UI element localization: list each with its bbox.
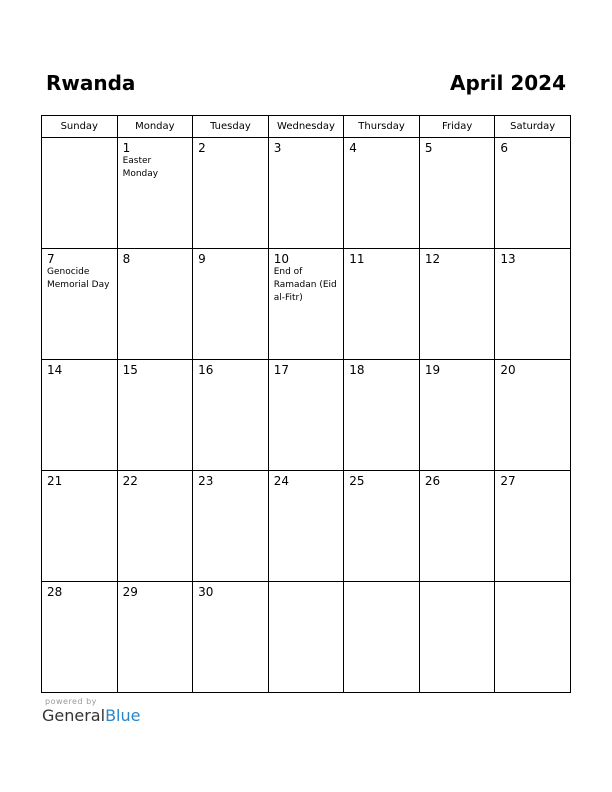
day-cell	[268, 249, 344, 360]
day-cell-content	[193, 138, 268, 248]
day-number: 4	[349, 141, 357, 155]
day-cell-content	[193, 360, 268, 470]
week-row	[42, 471, 571, 582]
day-cell	[193, 582, 269, 693]
day-number: 11	[349, 252, 365, 266]
day-cell-content	[269, 249, 344, 359]
day-number: 6	[500, 141, 509, 155]
day-cell-content	[495, 582, 570, 692]
day-cell	[344, 582, 420, 693]
day-cell-content	[118, 360, 193, 470]
day-number: 17	[273, 363, 289, 377]
day-number: 19	[424, 363, 441, 377]
weekday-sunday: Sunday	[42, 116, 118, 138]
weekday-friday: Friday	[419, 116, 495, 138]
day-number: 20	[500, 363, 516, 377]
day-cell-content	[269, 471, 344, 581]
day-number: 21	[47, 474, 63, 488]
day-cell-content	[118, 471, 193, 581]
week-row	[42, 138, 571, 249]
day-cell-content	[495, 138, 570, 248]
day-cell	[344, 138, 420, 249]
day-cell-content	[42, 249, 117, 359]
day-number: 18	[349, 363, 365, 377]
day-cell	[344, 471, 420, 582]
day-number: 5	[424, 141, 433, 155]
day-cell-content	[193, 471, 268, 581]
day-cell	[117, 582, 193, 693]
day-cell	[495, 360, 571, 471]
month-title: April 2024	[450, 71, 566, 95]
day-cell	[117, 471, 193, 582]
day-number: 24	[273, 474, 289, 488]
day-cell-content	[420, 138, 495, 248]
day-cell-content	[118, 138, 193, 248]
day-number: 25	[349, 474, 365, 488]
generalblue-logo[interactable]	[42, 706, 140, 725]
day-cell	[495, 138, 571, 249]
day-cell	[419, 360, 495, 471]
day-cell	[268, 471, 344, 582]
day-cell	[419, 249, 495, 360]
day-cell-content	[420, 249, 495, 359]
day-cell	[42, 249, 118, 360]
day-cell-content	[495, 471, 570, 581]
footer-branding	[42, 697, 140, 725]
day-number: 8	[122, 252, 131, 266]
day-cell-content	[42, 138, 117, 248]
day-number: 14	[47, 363, 63, 377]
day-cell-content	[344, 138, 419, 248]
day-number: 16	[198, 363, 214, 377]
day-cell	[42, 471, 118, 582]
day-cell-content	[269, 582, 344, 692]
holiday-label: Genocide Memorial Day	[47, 267, 110, 290]
day-cell-content	[344, 582, 419, 692]
day-number: 23	[198, 474, 214, 488]
day-cell-content	[344, 360, 419, 470]
weekday-saturday: Saturday	[495, 116, 571, 138]
day-number: 2	[198, 141, 206, 155]
week-row	[42, 582, 571, 693]
day-number: 27	[500, 474, 516, 488]
day-number: 3	[273, 141, 282, 155]
day-cell-content	[344, 249, 419, 359]
day-cell	[117, 249, 193, 360]
calendar-grid	[41, 115, 571, 693]
day-cell	[268, 138, 344, 249]
day-cell-content	[42, 360, 117, 470]
holiday-label: Easter Monday	[122, 156, 159, 179]
day-cell	[419, 471, 495, 582]
day-cell	[495, 471, 571, 582]
weekday-tuesday: Tuesday	[193, 116, 269, 138]
day-number: 26	[424, 474, 441, 488]
logo-blue: Blue	[105, 706, 141, 725]
weekday-wednesday: Wednesday	[268, 116, 344, 138]
week-row	[42, 360, 571, 471]
day-number: 13	[500, 252, 516, 266]
day-cell	[117, 360, 193, 471]
day-cell	[268, 360, 344, 471]
day-cell	[268, 582, 344, 693]
day-cell	[42, 582, 118, 693]
day-cell-content	[118, 582, 193, 692]
day-number: 1	[122, 141, 131, 155]
day-cell-content	[420, 471, 495, 581]
day-number: 15	[122, 363, 138, 377]
day-cell-content	[42, 582, 117, 692]
day-cell-content	[420, 582, 495, 692]
day-cell	[419, 138, 495, 249]
day-cell-content	[118, 249, 193, 359]
day-number: 10	[273, 252, 289, 266]
day-cell	[42, 138, 118, 249]
week-row	[42, 249, 571, 360]
day-cell	[193, 360, 269, 471]
day-cell	[193, 471, 269, 582]
day-number: 30	[198, 585, 214, 599]
day-cell	[419, 582, 495, 693]
day-cell	[117, 138, 193, 249]
day-cell	[344, 249, 420, 360]
day-cell-content	[495, 360, 570, 470]
day-number: 7	[47, 252, 55, 266]
day-cell-content	[42, 471, 117, 581]
day-cell	[344, 360, 420, 471]
day-cell-content	[193, 249, 268, 359]
powered-by-text: powered by	[45, 697, 97, 706]
weekday-thursday: Thursday	[344, 116, 420, 138]
day-cell-content	[344, 471, 419, 581]
day-number: 12	[424, 252, 441, 266]
day-cell	[42, 360, 118, 471]
day-cell	[495, 249, 571, 360]
day-number: 28	[47, 585, 63, 599]
day-cell-content	[269, 138, 344, 248]
day-cell	[495, 582, 571, 693]
day-cell-content	[193, 582, 268, 692]
holiday-label: End of Ramadan (Eid al-Fitr)	[273, 267, 337, 303]
weekday-header-row	[42, 116, 571, 138]
day-cell-content	[495, 249, 570, 359]
logo-general: General	[42, 706, 106, 725]
weekday-monday: Monday	[117, 116, 193, 138]
day-number: 29	[122, 585, 138, 599]
day-cell	[193, 249, 269, 360]
day-number: 22	[122, 474, 138, 488]
calendar-body	[42, 138, 571, 693]
country-title: Rwanda	[46, 71, 136, 95]
day-number: 9	[198, 252, 206, 266]
day-cell-content	[420, 360, 495, 470]
day-cell-content	[269, 360, 344, 470]
day-cell	[193, 138, 269, 249]
